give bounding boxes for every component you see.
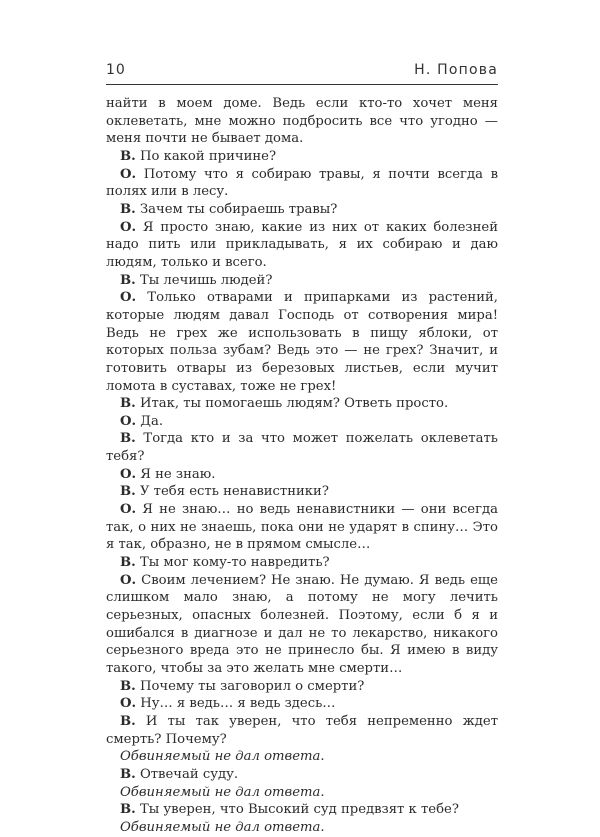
dialogue-line [106, 466, 498, 484]
stage-direction [106, 748, 498, 766]
dialogue-line [106, 695, 498, 713]
paragraph-text: Ты мог кому-то навредить? [135, 555, 330, 571]
paragraph-text: Ты лечишь людей? [135, 272, 273, 288]
speaker-label: О. [120, 219, 137, 235]
body-text [106, 95, 498, 837]
paragraph-text: Почему ты заговорил о смерти? [135, 678, 365, 694]
dialogue-line [106, 483, 498, 501]
paragraph-text: Отвечай суду. [135, 766, 239, 782]
dialogue-line [106, 766, 498, 784]
speaker-label: В. [120, 396, 136, 412]
paragraph-text: Я просто знаю, какие из них от каких болезней надо пить или прикладывать, я их собираю и даю людям, только и всего. [106, 219, 498, 270]
dialogue-line [106, 413, 498, 431]
dialogue-line [106, 201, 498, 219]
dialogue-line [106, 272, 498, 290]
author-name: Н. Попова [414, 62, 498, 78]
stage-direction [106, 784, 498, 802]
paragraph-text: Обвиняемый не дал ответа. [120, 784, 325, 800]
speaker-label: В. [120, 431, 136, 447]
dialogue-line [106, 713, 498, 748]
dialogue-line [106, 289, 498, 395]
paragraph-text: найти в моем доме. Ведь если кто-то хочет меня оклеветать, мне можно подбросить все что угодно — меня почти не бывает дома. [106, 96, 498, 147]
dialogue-line [106, 148, 498, 166]
paragraph-text: Я не знаю… но ведь ненавистники — они всегда так, о них не знаешь, пока они не ударят в спину… Это я так, образно, не в прямом смысле… [106, 502, 498, 553]
paragraph-text: По какой причине? [135, 148, 277, 164]
speaker-label: В. [120, 678, 136, 694]
speaker-label: В. [120, 766, 136, 782]
speaker-label: О. [120, 166, 137, 182]
paragraph-text: Итак, ты помогаешь людям? Ответь просто. [135, 396, 449, 412]
dialogue-line [106, 219, 498, 272]
speaker-label: О. [120, 413, 137, 429]
paragraph-text: Только отварами и припарками из растений, которые людям давал Господь от сотворения мира! Ведь не грех же использовать в пищу яблоки, от которых польза зубам? Ведь это — не грех? Значит, и готовить отвары из березовых листьев, если мучит ломота в суставах, тоже не грех! [106, 290, 498, 394]
paragraph-text: Я не знаю. [136, 466, 216, 482]
speaker-label: В. [120, 272, 136, 288]
paragraph-text: И ты так уверен, что тебя непременно ждет смерть? Почему? [106, 713, 498, 747]
dialogue-line [106, 430, 498, 465]
speaker-label: В. [120, 555, 136, 571]
paragraph-text: Тогда кто и за что может пожелать оклеветать тебя? [106, 431, 498, 465]
speaker-label: О. [120, 696, 137, 712]
dialogue-line [106, 554, 498, 572]
stage-direction [106, 819, 498, 837]
dialogue-line [106, 801, 498, 819]
dialogue-line [106, 395, 498, 413]
paragraph-text: Зачем ты собираешь травы? [135, 201, 338, 217]
paragraph-text: Потому что я собираю травы, я почти всегда в полях или в лесу. [106, 166, 498, 200]
dialogue-line [106, 678, 498, 696]
dialogue-line [106, 501, 498, 554]
dialogue-line [106, 572, 498, 678]
paragraph-text: Своим лечением? Не знаю. Не думаю. Я ведь еще слишком мало знаю, а потому не могу лечить серьезных, опасных болезней. Поэтому, если б я и ошибался в диагнозе и дал не то лекарство, никакого серьезного вреда это не принесло бы. Я имею в виду такого, чтобы за это желать мне смерти… [106, 572, 498, 676]
paragraph [106, 95, 498, 148]
speaker-label: О. [120, 572, 137, 588]
paragraph-text: Обвиняемый не дал ответа. [120, 749, 325, 765]
paragraph-text: Ну… я ведь… я ведь здесь… [136, 696, 336, 712]
page-number: 10 [106, 62, 126, 78]
running-head [106, 60, 498, 85]
paragraph-text: Ты уверен, что Высокий суд предвзят к тебе? [135, 802, 459, 818]
speaker-label: В. [120, 802, 136, 818]
speaker-label: В. [120, 713, 136, 729]
speaker-label: В. [120, 484, 136, 500]
speaker-label: В. [120, 201, 136, 217]
speaker-label: О. [120, 466, 137, 482]
paragraph-text: Да. [136, 413, 164, 429]
dialogue-line [106, 166, 498, 201]
paragraph-text: Обвиняемый не дал ответа. [120, 819, 325, 835]
paragraph-text: У тебя есть ненавистники? [135, 484, 329, 500]
speaker-label: О. [120, 502, 137, 518]
speaker-label: В. [120, 148, 136, 164]
speaker-label: О. [120, 290, 137, 306]
